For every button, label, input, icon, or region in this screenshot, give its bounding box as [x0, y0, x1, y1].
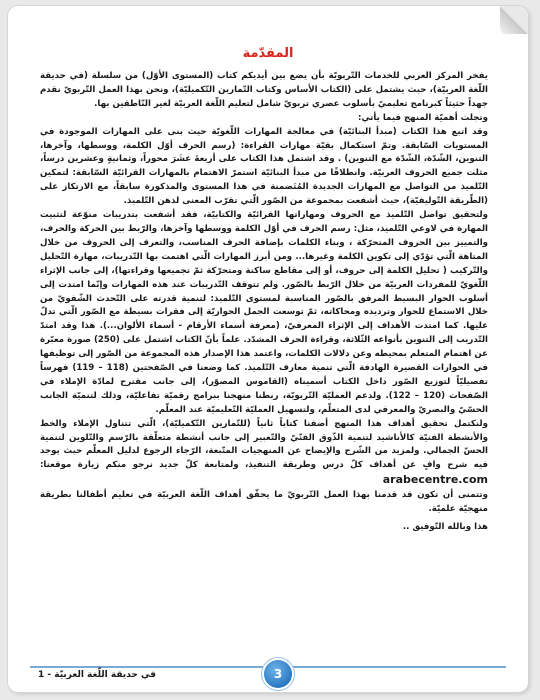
page-curl	[500, 6, 528, 34]
paragraph-conclusion: وتتمنى أن تكون قد قدمنا بهذا العمل التّربويّ ما يحقّق أهداف اللّغة العربيّة في تعليم أطفالنا بطريقة منهجيّة علميّة.	[40, 490, 488, 515]
paragraph-workbook-text: ولنكتمل تحقيق أهداف هذا المنهج أضفنا كتاباً ثانياً (للتّمارين التّكميليّة)، الّتي تتناول الإملاء والخط والأنشطة الفنيّة كالأناشيد لتنمية الذّوق الفنّيّ والتّعبير إلى جانب أنشطة متعلّقة بالرّسم والتّلوين لتنمية الحسّ الجمالي. ولمزيد من الشّرح والإيضاح عن المنهجيات المتّبعة، الرّجاء الرجوع لدليل المعلّم حيث يوجد فيه شرح وافٍ عن أهداف كلّ درس وطريقة التنفيذ، ولمتابعة كلّ جديد نرجو منكم زيارة موقعنا:	[40, 418, 488, 471]
page-title: المقدّمة	[242, 46, 294, 61]
paragraph-importance: وتجلت أهميّة المنهج فيما يأتي:	[358, 112, 488, 123]
closing-line: هذا وبالله التّوفيق ..	[402, 522, 488, 532]
footer-book-title: في حديقة اللّغة العربيّة - 1	[38, 670, 156, 680]
paragraph-intro: يفخر المركز العربي للخدمات التّربويّة بأن يضع بين أيديكم كتاب (المستوى الأوّل) من سلسلة (في حديقة اللّغة العربيّة)، حيث يشتمل على (الكتاب الأساس وكتاب التّمارين التّكميليّة)، ونحن بهذا العمل التّربويّ نقدم جهداً حثيثاً كبرنامج تعليميّ بأسلوب عصري تربويّ شامل لتعليم اللّغة العربيّة لغير النّاطقين بها.	[40, 71, 488, 109]
paragraph-exercises: ولتحقيق تواصل التّلميذ مع الحروف ومهاراتها القرائيّة والكتابيّة، فقد أشفعت بتدريبات منوّعة لتثبيت المهارة في لاوعي التّلميذ، مثل: رسم الحرف في أوّل الكلمة ووسطها وآخرها، والرّبط بين الحركة والحرف، والتمييز بين الحروف المتحرّكة ، وبناء الكلمات بإضافة الحرف المناسب، والتعرف إلى الحروف من خلال المتاهة الّتي تؤدّي إلى تكوين الكلمة وغيرها... ومن أبرز المهارات الّتي اهتمت بها التّدريبات، مهارة التّحليل والتّركيب ( تحليل الكلمة إلى حروف، أو إلى مقاطع ساكنة ومتحرّكة ثمّ تجميعها وقراءتها)، إلى جانب الإثراء اللّغويّ للمفردات العربيّة من خلال الرّبط بالصّور. ولم تتوقف التّدريبات عند هذه المهارات وإنّما امتدت إلى أسلوب الحوار البسيط المرفق بالصّور المناسبة لمستوى التّلميذ: لتنمية قدرته على التّحدث الشّفويّ من خلال الاستماع للحوار وترديده ومحاكاته، ثمّ توسعت الجمل الحواريّة إلى فقرات بسيطة مع الصّور الّتي تدلّ عليها. كما امتدت الأهداف إلى الإثراء المعرفيّ، (معرفة أسماء الأرقام - أسماء الألوان...). هذا وقد امتدّ التّدريب إلى التنوين بأنواعه الثّلاثة، وقراءة الحرف المشدّد. علماً بأنّ الكتاب اشتمل على (250) صورة معبّرة عن اهتمام المتعلم بمحيطه وعن دلالات الكلمات، واعتمد هذا الإصدار هذه المجموعة من الصّور إلى توظيفها في الحوارات القصيرة الهادفة الّتي تنمية معارف التّلميذ. كما وضعنا في الصّفحتين (118 – 119) فهرساً تفصيليّاً لتوزيع الصّور داخل الكتاب أسميناه (القاموس المصوّر)، إلى جانب مقترح لمادّة الإملاء في الصّفحات (120 – 122). ولدعم العمليّة التّربويّة، ربطنا منهجنا ببرامج رقميّة تفاعليّة، وذلك لتنميّة الجانب الحسّيّ والبصريّ والمعرفي لدى المتعلّم، ولتسهيل العمليّة التّعليميّة عند المعلّم.	[40, 210, 489, 415]
paragraph-workbook	[40, 418, 488, 490]
body-text	[40, 70, 488, 535]
page-number-badge: 3	[264, 660, 292, 688]
page	[8, 6, 528, 692]
paragraph-method: وقد اتبع هذا الكتاب (مبدأ البنائيّة) في معالجة المهارات اللّغويّة حيث بنى على المهارات الموجودة في المستويات السّابقة. وتمّ استكمال بقيّة مهارات القراءة: (رسم الحرف أوّل الكلمة، ووسطها، وآخرها، التنوين، الشّدّة، الشّدّة مع التنوين) . وقد اشتمل هذا الكتاب على أربعةَ عشَرَ محوراً، وثمانيةٍ وعشرين درساً، مثلت جميع الحروف العربيّة. وانطلاقًا من مبدأ البنائيّة استمرّ الاهتمام بالمهارات القرائيّة السّابقة: لتمكين التّلميذ من التواصل مع المهارات الجديدة المُتَضمنة في هذا المستوى والمذكورة سابقاً، مع الارتكاز على (الطّريقة التّوليفيّة)، حيث أشفعت بمجموعة من الصّور الّتي تقرّب المعنى لذهن التّلميذ.	[40, 126, 488, 207]
website-link[interactable]: arabecentre.com	[382, 473, 488, 487]
